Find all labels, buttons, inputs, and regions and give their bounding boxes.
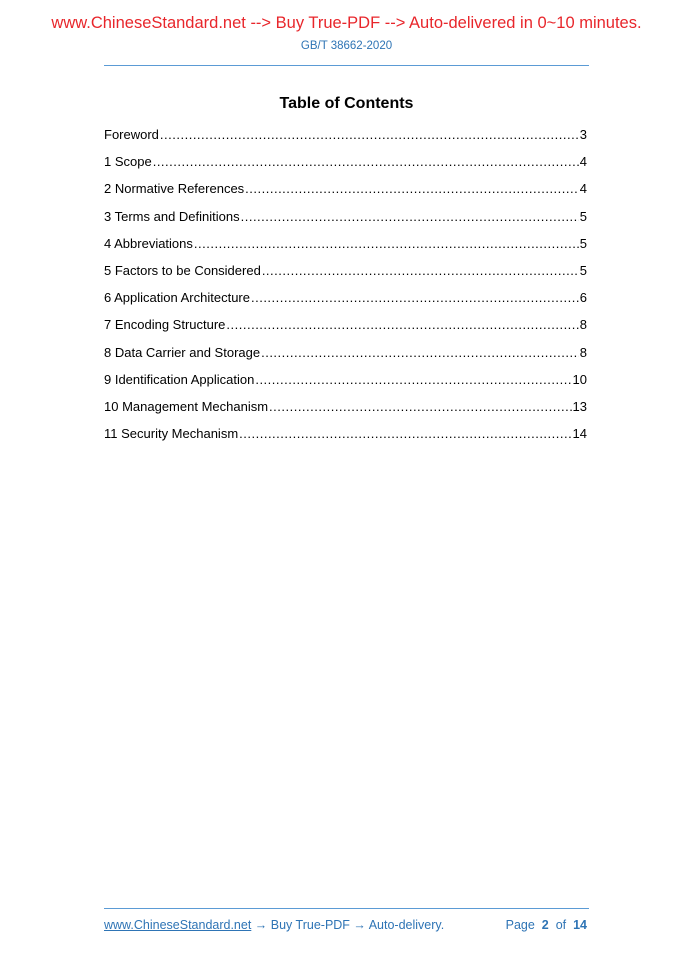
toc-entry-label: 2 Normative References	[104, 181, 245, 197]
toc-entry-abbreviations[interactable]	[104, 236, 587, 263]
toc-entry-security-mechanism[interactable]	[104, 426, 587, 453]
toc-entry-encoding-structure[interactable]	[104, 317, 587, 344]
toc-entry-management-mechanism[interactable]	[104, 399, 587, 426]
toc-entry-page: 14	[572, 426, 587, 442]
toc-entry-foreword[interactable]	[104, 127, 587, 154]
dot-leader	[153, 154, 579, 169]
toc-entry-page: 3	[579, 127, 587, 142]
toc-entry-label: 3 Terms and Definitions	[104, 208, 240, 224]
toc-entry-page: 5	[579, 262, 587, 278]
dot-leader	[261, 345, 579, 360]
toc-entry-label: 7 Encoding Structure	[104, 317, 226, 333]
dot-leader	[251, 290, 579, 305]
toc-entry-label: 5 Factors to be Considered	[104, 262, 261, 278]
current-page-number: 2	[541, 918, 549, 932]
page-word: Page	[505, 918, 535, 932]
toc-entry-application-architecture[interactable]	[104, 290, 587, 317]
total-pages-number: 14	[573, 918, 587, 932]
toc-entry-page: 13	[572, 398, 587, 414]
table-of-contents	[104, 127, 587, 453]
toc-entry-label: 9 Identification Application	[104, 371, 255, 387]
page-footer	[104, 918, 587, 932]
promo-banner[interactable]: www.ChineseStandard.net --> Buy True-PDF --> Auto-delivered in 0~10 minutes.	[51, 14, 642, 32]
toc-entry-label: 6 Application Architecture	[104, 290, 250, 306]
toc-entry-page: 5	[579, 235, 587, 251]
toc-entry-page: 8	[579, 317, 587, 333]
toc-entry-identification-application[interactable]	[104, 372, 587, 399]
toc-entry-page: 6	[579, 290, 587, 306]
footer-promo-text: → Buy True-PDF → Auto-delivery.	[251, 918, 445, 932]
dot-leader	[194, 236, 579, 251]
dot-leader	[269, 399, 572, 414]
page-counter	[506, 918, 587, 932]
toc-entry-page: 10	[572, 371, 587, 387]
header-divider	[104, 65, 589, 66]
toc-entry-page: 5	[579, 208, 587, 224]
dot-leader	[226, 317, 578, 332]
toc-entry-label: 1 Scope	[104, 154, 152, 170]
footer-divider	[104, 908, 589, 909]
toc-entry-label: 4 Abbreviations	[104, 235, 193, 251]
toc-entry-normative-references[interactable]	[104, 181, 587, 208]
toc-entry-page: 4	[579, 181, 587, 197]
dot-leader	[262, 263, 579, 278]
footer-site-link[interactable]: www.ChineseStandard.net	[104, 918, 252, 932]
footer-promo	[104, 918, 444, 932]
dot-leader	[255, 372, 571, 387]
toc-entry-label: 10 Management Mechanism	[104, 398, 269, 414]
dot-leader	[245, 181, 579, 196]
dot-leader	[241, 209, 579, 224]
dot-leader	[160, 127, 579, 142]
toc-entry-terms-and-definitions[interactable]	[104, 209, 587, 236]
toc-entry-factors[interactable]	[104, 263, 587, 290]
of-word: of	[555, 918, 567, 932]
toc-entry-label: 8 Data Carrier and Storage	[104, 344, 261, 360]
dot-leader	[239, 426, 571, 441]
toc-entry-label: Foreword	[104, 127, 159, 142]
standard-code-header: GB/T 38662-2020	[300, 40, 393, 52]
toc-entry-label: 11 Security Mechanism	[104, 426, 239, 442]
toc-entry-data-carrier[interactable]	[104, 345, 587, 372]
toc-entry-scope[interactable]	[104, 154, 587, 181]
toc-title: Table of Contents	[279, 95, 414, 112]
toc-entry-page: 4	[579, 154, 587, 170]
toc-entry-page: 8	[579, 344, 587, 360]
